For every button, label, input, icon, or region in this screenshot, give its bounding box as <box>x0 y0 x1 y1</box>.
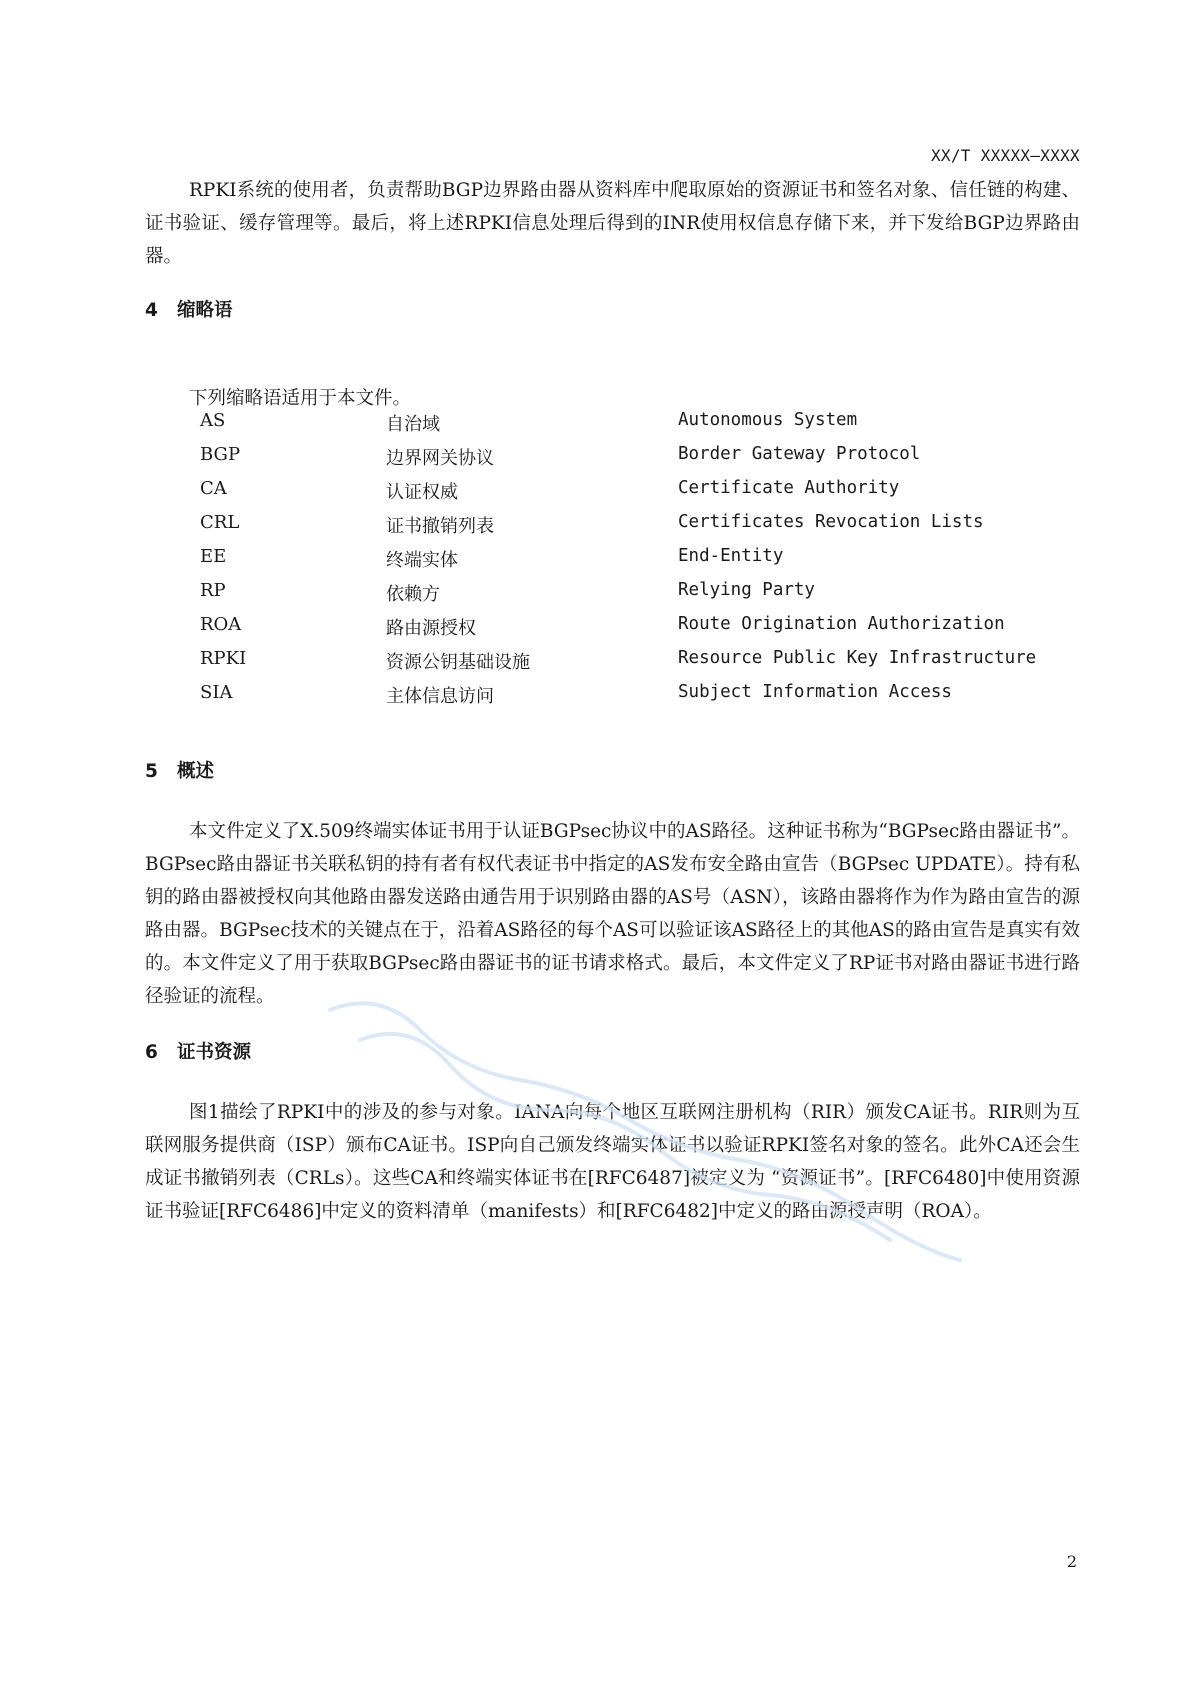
abbreviation-english: Border Gateway Protocol <box>678 444 921 464</box>
abbreviation-english: Resource Public Key Infrastructure <box>678 648 1037 668</box>
section-4-heading <box>145 296 233 322</box>
overview-paragraph: 本文件定义了X.509终端实体证书用于认证BGPsec协议中的AS路径。这种证书称为“BGPsec路由器证书”。 BGPsec路由器证书关联私钥的持有者有权代表证书中指定的AS发布安全路由宣告（BGPsec UPDATE）。持有私钥的路由器被授权向其他路由器发送路由通告用于识别路由器的AS号（ASN），该路由器将作为作为路由宣告的源路由器。BGPsec技术的关键点在于，沿着AS路径的每个AS可以验证该AS路径上的其他AS的路由宣告是真实有效的。本文件定义了用于获取BGPsec路由器证书的证书请求格式。最后，本文件定义了RP证书对路由器证书进行路径验证的流程。 <box>145 821 1080 1007</box>
abbreviation-chinese: 边界网关协议 <box>386 448 494 469</box>
abbreviation-chinese: 资源公钥基础设施 <box>386 652 530 673</box>
section-5-heading <box>145 757 214 783</box>
abbreviation-english: End-Entity <box>678 546 784 566</box>
abbreviation: CRL <box>200 512 240 533</box>
abbreviation-row <box>200 444 1036 478</box>
abbreviation-row <box>200 614 1036 648</box>
abbreviation-english: Autonomous System <box>678 410 858 430</box>
abbreviations-intro: 下列缩略语适用于本文件。 <box>189 388 412 409</box>
abbreviation-row <box>200 580 1036 614</box>
section-5-number: 5 <box>145 761 158 782</box>
abbreviation-chinese: 路由源授权 <box>386 618 476 639</box>
abbreviation-row <box>200 682 1036 716</box>
abbreviation: EE <box>200 546 227 567</box>
abbreviation: RP <box>200 580 226 601</box>
abbreviations-table <box>200 410 1036 716</box>
abbreviation-english: Certificates Revocation Lists <box>678 512 984 532</box>
section-5-title: 概述 <box>177 761 215 782</box>
abbreviation: AS <box>200 410 226 431</box>
abbreviation-row <box>200 478 1036 512</box>
abbreviation: SIA <box>200 682 233 703</box>
abbreviation: RPKI <box>200 648 247 669</box>
abbreviation-chinese: 主体信息访问 <box>386 686 494 707</box>
section-6-number: 6 <box>145 1042 158 1063</box>
certificate-resources-paragraph: 图1描绘了RPKI中的涉及的参与对象。IANA向每个地区互联网注册机构（RIR）颁发CA证书。RIR则为互联网服务提供商（ISP）颁布CA证书。ISP向自己颁发终端实体证书以验证RPKI签名对象的签名。此外CA还会生成证书撤销列表（CRLs）。这些CA和终端实体证书在[RFC6487]被定义为 “资源证书”。[RFC6480]中使用资源证书验证[RFC6486]中定义的资料清单（manifests）和[RFC6482]中定义的路由源授声明（ROA）。 <box>145 1102 1080 1222</box>
section-4-number: 4 <box>145 300 158 321</box>
abbreviation-chinese: 终端实体 <box>386 550 458 571</box>
abbreviation-english: Certificate Authority <box>678 478 900 498</box>
abbreviation-row <box>200 512 1036 546</box>
abbreviation-english: Relying Party <box>678 580 815 600</box>
page-number: 2 <box>1066 1552 1077 1571</box>
document-code: XX/T XXXXX—XXXX <box>931 146 1080 165</box>
abbreviation-chinese: 证书撤销列表 <box>386 516 494 537</box>
abbreviation: ROA <box>200 614 242 635</box>
abbreviation: CA <box>200 478 227 499</box>
abbreviation-chinese: 认证权威 <box>386 482 458 503</box>
abbreviation-english: Subject Information Access <box>678 682 952 702</box>
abbreviation-chinese: 自治域 <box>386 414 440 435</box>
abbreviation-chinese: 依赖方 <box>386 584 440 605</box>
abbreviation-row <box>200 410 1036 444</box>
section-6-heading <box>145 1038 251 1064</box>
intro-paragraph: RPKI系统的使用者，负责帮助BGP边界路由器从资料库中爬取原始的资源证书和签名对象、信任链的构建、证书验证、缓存管理等。最后，将上述RPKI信息处理后得到的INR使用权信息存储下来，并下发给BGP边界路由器。 <box>145 180 1080 267</box>
abbreviation: BGP <box>200 444 241 465</box>
abbreviation-row <box>200 648 1036 682</box>
section-6-title: 证书资源 <box>177 1042 252 1063</box>
section-4-title: 缩略语 <box>177 300 233 321</box>
abbreviation-row <box>200 546 1036 580</box>
abbreviation-english: Route Origination Authorization <box>678 614 1005 634</box>
